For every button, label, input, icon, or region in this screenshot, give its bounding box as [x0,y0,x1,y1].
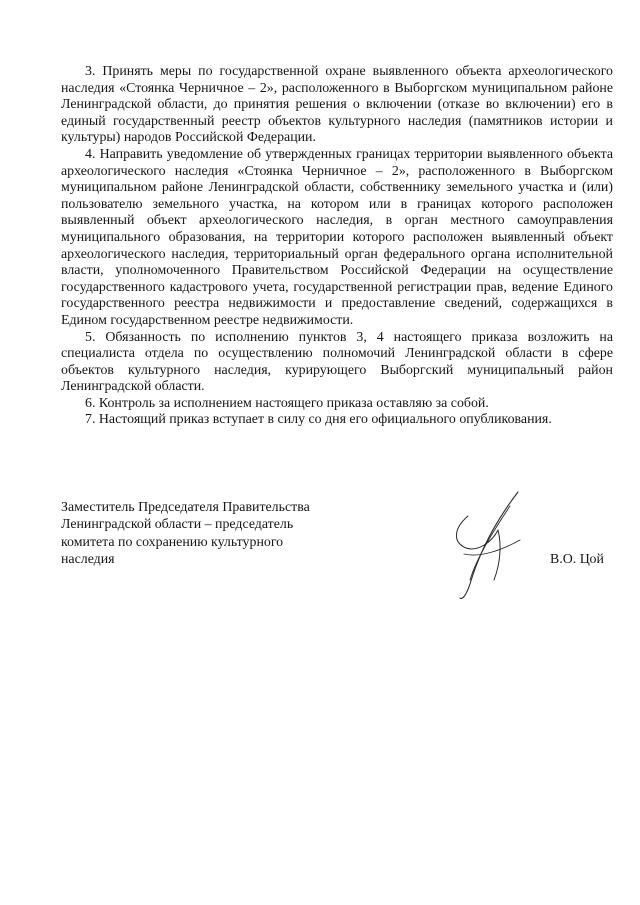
signatory-title-line: Заместитель Председателя Правительства [61,500,310,515]
signatory-title-line: комитета по сохранению культурного [61,534,284,550]
paragraph-item-7: 7. Настоящий приказ вступает в силу со дня его официального опубликования. [85,412,552,428]
handwritten-signature [440,488,550,603]
paragraph-item-3: 3. Принять меры по государственной охране выявленного объекта археологического наследия «Стоянка Черничное – 2», расположенного в Выборгском муниципальном районе Ленинградской области, до принятия решения о включении (отказе во включении) его в единый государственный реестр объектов культурного наследия (памятников истории и культуры) народов Российской Федерации. [61,64,613,146]
signatory-name: В.О. Цой [550,552,604,567]
paragraph-item-5: 5. Обязанность по исполнению пунктов 3, 4 настоящего приказа возложить на специалиста отдела по осуществлению полномочий Ленинградской области в сфере объектов культурного наследия, курирующего Выборгский муниципальный район Ленинградской области. [61,329,613,395]
paragraph-item-4: 4. Направить уведомление об утвержденных границах территории выявленного объекта археологического наследия «Стоянка Черничное – 2», расположенного в Выборгском муниципальном районе Ленинградской области, собственнику земельного участка и (или) пользователю земельного участка, на котором или в границах которого расположен выявленный объект археологического наследия, в орган местного самоуправления муниципального образования, на территории которого расположен выявленный объект археологического наследия, территориальный орган федерального органа исполнительной власти, уполномоченного Правительством Российской Федерации на осуществление государственного кадастрового учета, государственной регистрации прав, ведение Единого государственного реестра недвижимости и предоставление сведений, содержащихся в Едином государственном реестре недвижимости. [61,146,613,328]
signatory-title [61,499,361,569]
signatory-title-line: наследия [61,552,115,568]
signatory-title-line: Ленинградской области – председатель [61,517,294,533]
order-body [61,64,613,429]
paragraph-item-6: 6. Контроль за исполнением настоящего приказа оставляю за собой. [85,395,489,411]
